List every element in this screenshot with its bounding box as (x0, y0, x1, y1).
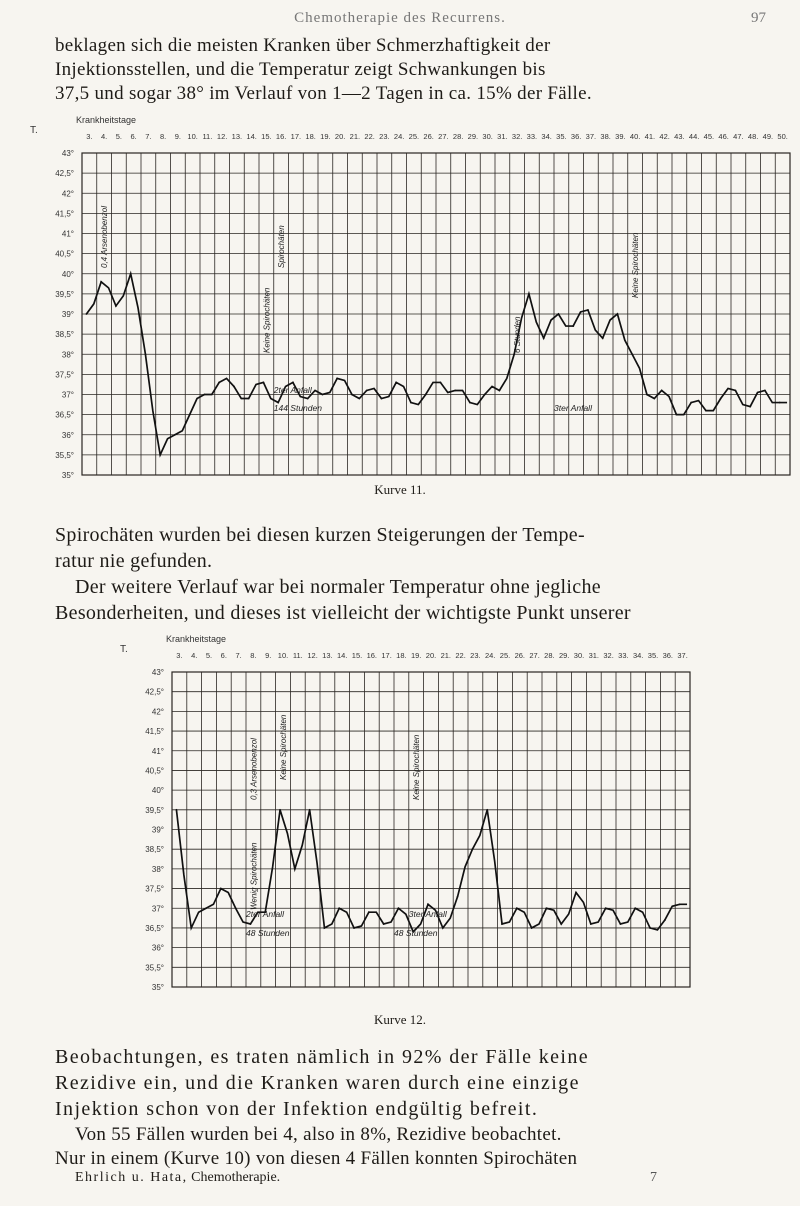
x-axis-title: Krankheitstage (166, 634, 227, 644)
temperature-point (145, 353, 147, 355)
temperature-point (115, 305, 117, 307)
temperature-point (676, 414, 678, 416)
temperature-chart-kurve-11 (0, 108, 800, 506)
x-tick-label: 28. (452, 132, 464, 141)
annotation-vertical: 0,4 Arsenobenzol (100, 206, 110, 268)
temperature-point (322, 394, 324, 396)
x-tick-label: 27. (529, 651, 540, 660)
y-tick-label: 35,5° (145, 963, 164, 973)
temperature-point (472, 848, 474, 850)
temperature-point (546, 907, 548, 909)
temperature-point (86, 313, 88, 315)
y-tick-label: 36° (61, 430, 74, 440)
x-tick-label: 45. (703, 132, 715, 141)
annotation-vertical: Spirochäten (277, 225, 287, 268)
x-tick-label: 9. (174, 132, 182, 141)
y-tick-label: 39,5° (55, 289, 74, 299)
x-tick-label: 19. (410, 651, 422, 660)
x-tick-label: 10. (277, 651, 289, 660)
temperature-curve (86, 274, 787, 455)
temperature-point (189, 414, 191, 416)
x-tick-label: 37. (677, 651, 688, 660)
temperature-point (457, 896, 459, 898)
x-tick-label: 24. (393, 132, 405, 141)
temperature-point (631, 353, 633, 355)
x-tick-label: 35. (556, 132, 567, 141)
temperature-point (174, 434, 176, 436)
x-tick-label: 4. (100, 132, 108, 141)
x-tick-label: 40. (629, 132, 641, 141)
footer-authors: Ehrlich u. Hata, (75, 1170, 188, 1185)
temperature-point (366, 390, 368, 392)
y-axis-title: T. (30, 125, 38, 136)
annotation-label: 144 Stunden (273, 403, 322, 413)
temperature-point (646, 394, 648, 396)
temperature-point (398, 907, 400, 909)
temperature-point (159, 454, 161, 456)
x-tick-label: 5. (205, 651, 213, 660)
temperature-point (250, 923, 252, 925)
temperature-point (587, 309, 589, 311)
x-tick-label: 15. (351, 651, 363, 660)
x-tick-label: 18. (305, 132, 316, 141)
temperature-point (454, 390, 456, 392)
x-tick-label: 8. (250, 651, 257, 660)
temperature-point (336, 378, 338, 380)
temperature-point (661, 390, 663, 392)
annotation-vertical: Keine Spirochäten (631, 232, 641, 298)
y-axis-title: T. (120, 644, 128, 655)
temperature-point (749, 406, 751, 408)
x-tick-label: 31. (497, 132, 508, 141)
x-tick-label: 5. (115, 132, 123, 141)
x-tick-label: 14. (246, 132, 257, 141)
temperature-point (205, 907, 207, 909)
x-tick-label: 16. (275, 132, 287, 141)
temperature-point (410, 402, 412, 404)
x-tick-label: 27. (438, 132, 449, 141)
x-tick-label: 11. (202, 132, 213, 141)
x-tick-label: 30. (573, 651, 585, 660)
annotation-vertical: Wenig Spirochäten (249, 842, 259, 910)
y-tick-label: 42,5° (55, 169, 74, 179)
x-tick-label: 3. (176, 651, 183, 660)
temperature-point (705, 410, 707, 412)
annotation-vertical: 6 Stunden (513, 316, 523, 353)
temperature-point (690, 402, 692, 404)
x-tick-label: 13. (322, 651, 333, 660)
x-tick-label: 15. (261, 132, 272, 141)
temperature-point (528, 293, 530, 295)
temperature-point (233, 386, 235, 388)
temperature-point (764, 390, 766, 392)
x-tick-label: 29. (467, 132, 479, 141)
paragraph-3-line-4: Von 55 Fällen wurden bei 4, also in 8%, Rezidive beobachtet. (75, 1124, 562, 1145)
x-tick-label: 28. (544, 651, 555, 660)
x-tick-label: 18. (396, 651, 407, 660)
x-tick-label: 42. (659, 132, 670, 141)
temperature-point (602, 337, 604, 339)
y-tick-label: 37,5° (145, 884, 164, 894)
annotation-label: 48 Stunden (394, 928, 438, 938)
x-tick-label: 37. (585, 132, 597, 141)
temperature-point (558, 313, 560, 315)
x-tick-label: 31. (588, 651, 600, 660)
x-tick-label: 25. (408, 132, 420, 141)
x-tick-label: 34. (632, 651, 644, 660)
temperature-point (395, 382, 397, 384)
y-tick-label: 43° (61, 149, 74, 158)
x-tick-label: 33. (618, 651, 629, 660)
y-tick-label: 39° (151, 825, 164, 835)
temperature-point (679, 903, 681, 905)
x-tick-label: 3. (86, 132, 93, 141)
x-tick-label: 38. (600, 132, 611, 141)
temperature-point (381, 398, 383, 400)
temperature-point (735, 390, 737, 392)
footer-sheet-number: 7 (650, 1170, 657, 1185)
y-tick-label: 42° (151, 707, 164, 717)
y-tick-label: 36° (151, 943, 164, 953)
page-number: 97 (751, 10, 766, 26)
x-tick-label: 10. (187, 132, 198, 141)
annotation-label: 3ter Anfall (554, 403, 592, 413)
temperature-point (279, 809, 281, 811)
y-tick-label: 38° (61, 350, 74, 360)
temperature-point (220, 888, 222, 890)
temperature-point (605, 907, 607, 909)
x-tick-label: 8. (159, 132, 167, 141)
temperature-point (190, 927, 192, 929)
x-tick-label: 11. (292, 651, 303, 660)
y-tick-label: 41° (61, 229, 74, 239)
temperature-point (427, 903, 429, 905)
temperature-point (484, 394, 486, 396)
paragraph-1-line-3: 37,5 und sogar 38° im Verlauf von 1—2 Tagen in ca. 15% der Fälle. (55, 83, 592, 104)
temperature-point (324, 927, 326, 929)
paragraph-1-line-1: beklagen sich die meisten Kranken über Schmerzhaftigkeit der (55, 35, 551, 56)
paragraph-3-line-1: Beobachtungen, es traten nämlich in 92% der Fälle keine (55, 1046, 590, 1068)
temperature-point (309, 809, 311, 811)
x-tick-label: 7. (145, 132, 152, 141)
x-tick-label: 21. (440, 651, 452, 660)
temperature-point (531, 927, 533, 929)
annotation-vertical: Keine Spirochäten (412, 734, 422, 800)
x-tick-label: 7. (235, 651, 242, 660)
x-tick-label: 17. (290, 132, 302, 141)
y-tick-label: 35° (61, 471, 74, 480)
x-tick-label: 29. (558, 651, 570, 660)
temperature-point (486, 809, 488, 811)
x-tick-label: 14. (336, 651, 348, 660)
y-tick-label: 37,5° (55, 370, 74, 380)
paragraph-3-line-3: Injektion schon von der Infektion endgültig befreit. (55, 1098, 539, 1120)
paragraph-2-line-3: Der weitere Verlauf war bei normaler Temperatur ohne jegliche (75, 576, 601, 598)
x-tick-label: 39. (615, 132, 626, 141)
temperature-point (425, 394, 427, 396)
x-tick-label: 22. (455, 651, 466, 660)
y-tick-label: 35,5° (55, 450, 74, 460)
x-tick-label: 48. (747, 132, 759, 141)
temperature-point (338, 907, 340, 909)
x-tick-label: 30. (482, 132, 493, 141)
x-tick-label: 6. (130, 132, 137, 141)
temperature-point (176, 809, 178, 811)
temperature-point (499, 390, 501, 392)
temperature-point (634, 907, 636, 909)
x-tick-label: 41. (644, 132, 656, 141)
running-header-title: Chemotherapie des Recurrens. (294, 10, 506, 26)
x-tick-label: 25. (499, 651, 511, 660)
y-tick-label: 41,5° (145, 727, 164, 737)
annotation-vertical: Keine Spirochäten (262, 287, 272, 353)
chart-caption-kurve-11: Kurve 11. (374, 482, 426, 497)
paragraph-3-line-2: Rezidive ein, und die Kranken waren durch eine einzige (55, 1072, 580, 1094)
temperature-point (664, 919, 666, 921)
temperature-point (649, 927, 651, 929)
temperature-point (248, 398, 250, 400)
temperature-chart-kurve-12 (0, 630, 800, 1050)
annotation-vertical: 0,3 Arsenobenzol (249, 738, 259, 800)
temperature-point (543, 337, 545, 339)
y-tick-label: 40° (61, 269, 74, 279)
x-tick-label: 16. (366, 651, 378, 660)
temperature-point (560, 923, 562, 925)
x-tick-label: 43. (674, 132, 685, 141)
x-tick-label: 23. (379, 132, 390, 141)
temperature-point (590, 923, 592, 925)
x-tick-label: 33. (526, 132, 538, 141)
chart-caption-kurve-12: Kurve 12. (374, 1012, 426, 1027)
y-tick-label: 36,5° (145, 923, 164, 933)
temperature-point (501, 923, 503, 925)
x-tick-label: 20. (334, 132, 346, 141)
x-tick-label: 36. (662, 651, 674, 660)
temperature-point (307, 398, 309, 400)
paragraph-2-line-2: ratur nie gefunden. (55, 550, 213, 572)
y-tick-label: 35° (151, 983, 164, 992)
y-tick-label: 40,5° (55, 249, 74, 259)
annotation-label: 3ter Anfall (408, 909, 447, 919)
temperature-point (516, 907, 518, 909)
paragraph-2-line-1: Spirochäten wurden bei diesen kurzen Steigerungen der Tempe- (55, 524, 585, 546)
y-tick-label: 42,5° (145, 687, 164, 697)
temperature-point (263, 382, 265, 384)
x-tick-label: 21. (349, 132, 361, 141)
y-tick-label: 42° (61, 189, 74, 199)
x-axis-title: Krankheitstage (76, 115, 137, 125)
temperature-point (204, 394, 206, 396)
y-tick-label: 43° (151, 668, 164, 677)
y-tick-label: 37° (61, 390, 74, 400)
y-tick-label: 39,5° (145, 805, 164, 815)
y-tick-label: 41° (151, 746, 164, 756)
x-tick-label: 32. (603, 651, 614, 660)
x-tick-label: 12. (216, 132, 228, 141)
x-tick-label: 23. (470, 651, 481, 660)
y-tick-label: 40,5° (145, 766, 164, 776)
annotation-vertical: Keine Spirochäten (279, 714, 288, 780)
annotation-label: 2ter Anfall (273, 385, 312, 395)
y-tick-label: 37° (151, 904, 164, 914)
temperature-point (442, 927, 444, 929)
temperature-point (294, 868, 296, 870)
temperature-point (572, 325, 574, 327)
temperature-point (353, 927, 355, 929)
x-tick-label: 47. (733, 132, 744, 141)
temperature-point (469, 402, 471, 404)
x-tick-label: 26. (423, 132, 434, 141)
temperature-point (620, 923, 622, 925)
x-tick-label: 20. (425, 651, 437, 660)
page-footer (75, 1170, 657, 1186)
temperature-point (720, 398, 722, 400)
y-tick-label: 40° (151, 786, 164, 796)
x-tick-label: 36. (570, 132, 582, 141)
temperature-point (100, 281, 102, 283)
annotation-label: 2ter Anfall (246, 909, 284, 919)
temperature-point (235, 907, 237, 909)
x-tick-label: 44. (688, 132, 700, 141)
temperature-point (292, 382, 294, 384)
temperature-point (130, 273, 132, 275)
x-tick-label: 50. (777, 132, 788, 141)
footer-book-title: Chemotherapie. (191, 1170, 281, 1185)
x-tick-label: 6. (220, 651, 227, 660)
x-tick-label: 46. (718, 132, 729, 141)
x-tick-label: 35. (647, 651, 659, 660)
x-tick-label: 34. (541, 132, 552, 141)
temperature-point (383, 923, 385, 925)
annotation-label: 48 Stunden (246, 928, 290, 938)
x-tick-label: 9. (265, 651, 272, 660)
paragraph-2-line-4: Besonderheiten, und dieses ist vielleicht der wichtigste Punkt unserer (55, 602, 631, 624)
y-tick-label: 38° (151, 864, 164, 874)
x-tick-label: 22. (364, 132, 375, 141)
y-tick-label: 38,5° (55, 330, 74, 340)
x-tick-label: 24. (484, 651, 496, 660)
x-tick-label: 32. (511, 132, 523, 141)
x-tick-label: 19. (320, 132, 331, 141)
y-tick-label: 36,5° (55, 410, 74, 420)
x-tick-label: 12. (307, 651, 318, 660)
x-tick-label: 26. (514, 651, 526, 660)
paragraph-3-line-5: Nur in einem (Kurve 10) von diesen 4 Fällen konnten Spirochäten (55, 1148, 578, 1169)
x-tick-label: 13. (231, 132, 243, 141)
temperature-point (617, 313, 619, 315)
temperature-point (351, 394, 353, 396)
y-tick-label: 41,5° (55, 209, 74, 219)
x-tick-label: 49. (762, 132, 774, 141)
temperature-point (575, 892, 577, 894)
temperature-point (218, 382, 220, 384)
temperature-point (779, 402, 781, 404)
y-tick-label: 38,5° (145, 845, 164, 855)
x-tick-label: 17. (381, 651, 392, 660)
paragraph-1-line-2: Injektionsstellen, und die Temperatur zeigt Schwankungen bis (55, 59, 546, 80)
temperature-point (368, 911, 370, 913)
y-tick-label: 39° (61, 310, 74, 319)
x-tick-label: 4. (191, 651, 198, 660)
temperature-point (440, 382, 442, 384)
